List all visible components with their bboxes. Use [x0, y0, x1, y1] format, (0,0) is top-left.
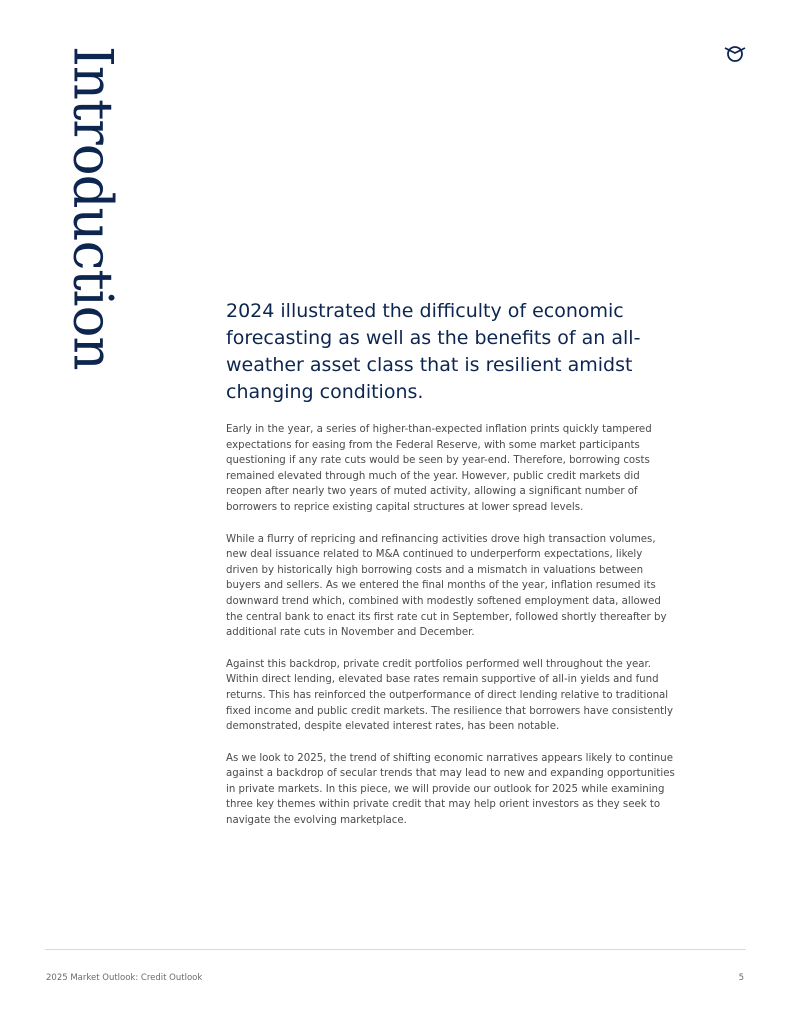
- body-copy: [226, 422, 676, 845]
- footer-divider: [45, 949, 746, 950]
- footer-title: 2025 Market Outlook: Credit Outlook: [46, 973, 203, 983]
- brand-logo-icon: [724, 44, 746, 62]
- lead-statement: 2024 illustrated the difficulty of economic forecasting as well as the benefits of an all-weather asset class that is resilient amidst changing conditions.: [226, 300, 641, 403]
- body-paragraph: While a flurry of repricing and refinancing activities drove high transaction volumes, new deal issuance related to M&A continued to underperform expectations, likely driven by historically high borrowing costs and a mismatch in valuations between buyers and sellers. As we entered the final months of the year, inflation resumed its downward trend which, combined with modestly softened employment data, allowed the central bank to enact its first rate cut in September, followed shortly thereafter by additional rate cuts in November and December.: [226, 533, 667, 639]
- page-number: 5: [738, 973, 744, 983]
- body-paragraph: Against this backdrop, private credit portfolios performed well throughout the year. Within direct lending, elevated base rates remain supportive of all-in yields and fund returns. This has reinforced the outperformance of direct lending relative to traditional fixed income and public credit markets. The resilience that borrowers have consistently demonstrated, despite elevated interest rates, has been notable.: [226, 658, 674, 733]
- body-paragraph: As we look to 2025, the trend of shifting economic narratives appears likely to continue against a backdrop of secular trends that may lead to new and expanding opportunities in private markets. In this piece, we will provide our outlook for 2025 while examining three key themes within private credit that may help orient investors as they seek to navigate the evolving marketplace.: [226, 752, 675, 827]
- section-title: Introduction: [61, 46, 124, 370]
- body-paragraph: Early in the year, a series of higher-than-expected inflation prints quickly tampered expectations for easing from the Federal Reserve, with some market participants questioning if any rate cuts would be seen by year-end. Therefore, borrowing costs remained elevated through much of the year. However, public credit markets did reopen after nearly two years of muted activity, allowing a significant number of borrowers to reprice existing capital structures at lower spread levels.: [226, 424, 652, 513]
